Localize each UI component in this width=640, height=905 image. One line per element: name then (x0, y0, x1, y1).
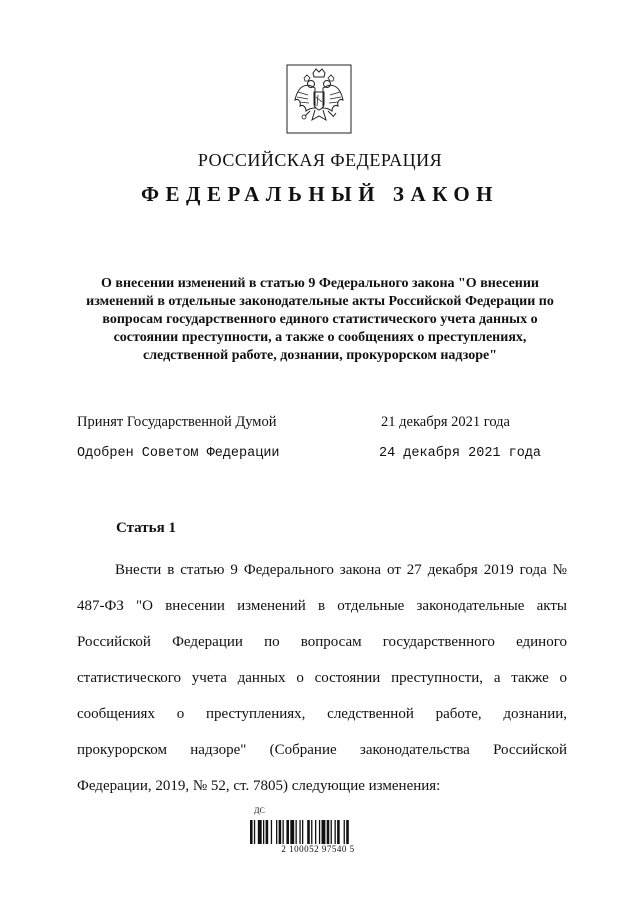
coat-of-arms-icon (286, 64, 352, 134)
article-heading: Статья 1 (116, 520, 176, 536)
adoption-date: 24 декабря 2021 года (379, 446, 542, 461)
country-name: РОССИЙСКАЯ ФЕДЕРАЦИЯ (197, 150, 443, 170)
adoption-label: Принят Государственной Думой (77, 414, 277, 430)
barcode-icon (250, 820, 384, 844)
law-title: О внесении изменений в статью 9 Федерального закона "О внесении изменений в отдельные законодательные акты Российской Федерации по вопросам государственного единого статистического учета данных о состоянии преступности, а также о сообщениях о преступлениях, следственной работе, дознании, прокурорском надзоре" (86, 276, 554, 363)
barcode-mark: ДС (254, 806, 265, 815)
barcode-number: 2 100052 97540 5 (281, 844, 355, 854)
barcode-block (248, 806, 388, 856)
law-type-heading: ФЕДЕРАЛЬНЫЙ ЗАКОН (141, 182, 499, 206)
adoption-label: Одобрен Советом Федерации (77, 446, 280, 461)
article-body: Внести в статью 9 Федерального закона от 27 декабря 2019 года № 487-ФЗ "О внесении изменений в отдельные законодательные акты Российской Федерации по вопросам государственного единого статистического учета данных о состоянии преступности, а также о сообщениях о преступлениях, следственной работе, дознании, прокурорском надзоре" (Собрание законодательства Российской Федерации, 2019, № 52, ст. 7805) следующие изменения: (77, 562, 567, 794)
adoption-date: 21 декабря 2021 года (381, 414, 510, 430)
